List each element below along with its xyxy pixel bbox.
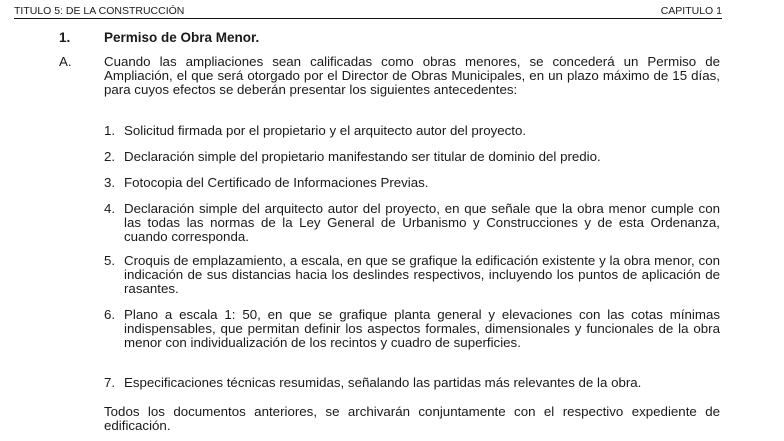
section-title: Permiso de Obra Menor. [104, 30, 260, 45]
section-number: 1. [59, 30, 71, 45]
list-item [104, 202, 720, 244]
paragraph-a [59, 55, 720, 97]
list-item-number: 5. [104, 253, 116, 268]
header-title: TITULO 5: DE LA CONSTRUCCIÓN [14, 5, 185, 17]
list-item-number: 1. [104, 123, 116, 138]
list-item-number: 4. [104, 201, 116, 216]
list-item [104, 176, 720, 190]
list-item-text: Croquis de emplazamiento, a escala, en que se grafique la edificación existente y la obra menor, con indicación de sus distancias hacia los deslindes respectivos, incluyendo los puntos de aplicación de rasantes. [124, 253, 720, 296]
list-item-text: Solicitud firmada por el propietario y el arquitecto autor del proyecto. [124, 123, 527, 138]
closing-paragraph: Todos los documentos anteriores, se archivarán conjuntamente con el respectivo expediente de edificación. [104, 404, 720, 433]
list-item [104, 308, 720, 350]
list-item-text: Fotocopia del Certificado de Informaciones Previas. [124, 175, 429, 190]
paragraph-label: A. [59, 54, 72, 69]
list-item [104, 124, 720, 138]
list-item-number: 2. [104, 149, 116, 164]
paragraph-text: Cuando las ampliaciones sean calificadas como obras menores, se concederá un Permiso de Ampliación, el que será otorgado por el Director de Obras Municipales, en un plazo máximo de 15 días, para cuyos efectos se deberán presentar los siguientes antecedentes: [104, 54, 720, 97]
list-item [104, 254, 720, 296]
list-item [104, 150, 720, 164]
list-item-number: 6. [104, 307, 116, 322]
list-item-text: Declaración simple del arquitecto autor del proyecto, en que señale que la obra menor cumple con las todas las normas de la Ley General de Urbanismo y Construcciones y de esta Ordenanza, cuando corresponda. [124, 201, 720, 244]
page-header [14, 4, 722, 19]
list-item-text: Especificaciones técnicas resumidas, señalando las partidas más relevantes de la obra. [124, 375, 642, 390]
header-chapter: CAPITULO 1 [660, 5, 722, 17]
list-item-text: Declaración simple del propietario manifestando ser titular de dominio del predio. [124, 149, 601, 164]
list-item [104, 376, 720, 390]
list-item-number: 7. [104, 375, 116, 390]
list-item-text: Plano a escala 1: 50, en que se grafique planta general y elevaciones con las cotas mínimas indispensables, que permitan definir los aspectos formales, dimensionales y funcionales de la obra menor con individualización de los recintos y cuadro de superficies. [124, 307, 720, 350]
list-item-number: 3. [104, 175, 116, 190]
